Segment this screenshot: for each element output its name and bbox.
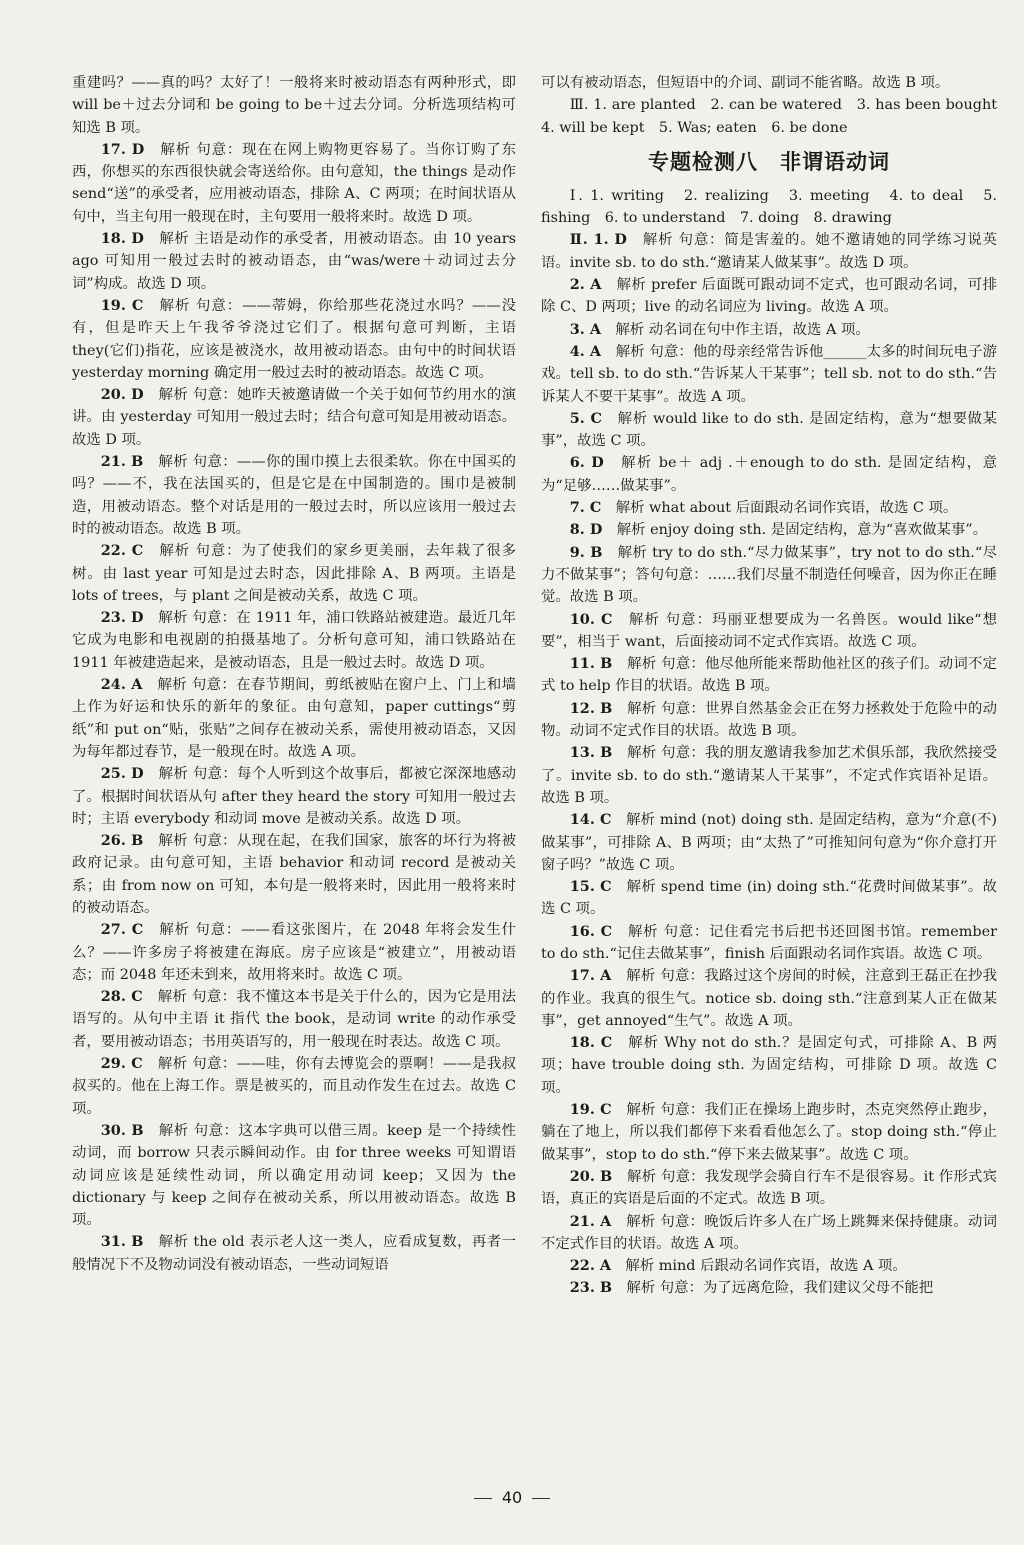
right-bottom-paragraph <box>541 609 997 654</box>
paragraph-text: 解析 would like to do sth. 是固定结构，意为“想要做某事”，故选 C 项。 <box>541 410 997 450</box>
right-column-top <box>541 72 1012 139</box>
right-bottom-paragraph <box>541 965 997 1032</box>
answer-number: 17. A <box>569 967 612 985</box>
right-bottom-paragraph <box>541 1099 997 1166</box>
answer-number: 23. D <box>100 609 144 627</box>
answer-number: 21. A <box>569 1212 612 1230</box>
right-bottom-paragraph <box>541 809 997 876</box>
right-bottom-paragraph <box>541 452 997 497</box>
paragraph-text: 解析 句意：记住看完书后把书还回图书馆。remember to do sth.“记住去做某事”，finish 后面跟动名词作宾语。故选 C 项。 <box>541 923 997 962</box>
left-paragraph <box>72 1053 516 1120</box>
left-paragraph <box>72 919 516 986</box>
right-bottom-paragraph <box>541 408 997 453</box>
paragraph-text: 可以有被动语态，但短语中的介词、副词不能省略。故选 B 项。 <box>541 75 950 91</box>
left-paragraph <box>72 607 516 674</box>
paragraph-text: 解析 句意：我的朋友邀请我参加艺术俱乐部，我欣然接受了。invite sb. to do sth.“邀请某人干某事”，不定式作宾语补足语。故选 B 项。 <box>541 745 997 806</box>
answer-number: 7. C <box>569 499 602 517</box>
left-paragraph <box>72 451 516 540</box>
paragraph-text: 解析 spend time (in) doing sth.“花费时间做某事”。故选 C 项。 <box>541 879 997 918</box>
answer-number: 18. C <box>569 1034 613 1052</box>
paragraph-text: 解析 句意：为了使我们的家乡更美丽，去年栽了很多树。由 last year 可知是过去时态，因此排除 A、B 两项。主语是 lots of trees，与 plant 之间是被动关系，故选 C 项。 <box>72 543 516 604</box>
left-paragraph <box>72 674 516 763</box>
answer-number: 6. D <box>569 454 604 472</box>
paragraph-text: 解析 句意：这本字典可以借三周。keep 是一个持续性动词，而 borrow 只表示瞬间动作。由 for three weeks 可知谓语动词应该是延续性动词，所以确定用动词 keep；又因为 the dictionary 与 keep 之间存在被动关系，所以用被动语态。故选 B 项。 <box>72 1122 516 1229</box>
answer-number: 21. B <box>100 453 144 471</box>
left-paragraph <box>72 384 516 451</box>
answer-number: 5. C <box>569 409 602 427</box>
right-bottom-paragraph <box>541 319 997 341</box>
left-paragraph <box>72 139 516 228</box>
paragraph-text: 重建吗？——真的吗？太好了！一般将来时被动语态有两种形式，即 will be＋过去分词和 be going to be＋过去分词。分析选项结构可知选 B 项。 <box>72 75 516 136</box>
answer-number: 15. C <box>569 878 612 896</box>
paragraph-text: 解析 句意：——看这张图片，在 2048 年将会发生什么？——许多房子将被建在海底。房子应该是“被建立”，用被动语态；而 2048 年还未到来，故用将来时。故选 C 项。 <box>72 922 516 983</box>
dash-left <box>474 1498 492 1499</box>
right-bottom-paragraph <box>541 1166 997 1211</box>
paragraph-text: 解析 mind (not) doing sth. 是固定结构，意为“介意(不)做某事”，可排除 A、B 两项；由“太热了”可推知问句意为“你介意打开窗子吗？”故选 C 项。 <box>541 812 997 873</box>
answer-number: Ⅱ. 1. D <box>569 231 627 249</box>
right-bottom-paragraph <box>541 698 997 743</box>
paragraph-text: 解析 句意：玛丽亚想要成为一名兽医。would like“想要”，相当于 want，后面接动词不定式作宾语。故选 C 项。 <box>541 611 998 650</box>
paragraph-text: 解析 句意：——哇，你有去博览会的票啊！——是我叔叔买的。他在上海工作。票是被买的，而且动作发生在过去。故选 C 项。 <box>72 1056 516 1117</box>
answer-number: 19. C <box>569 1101 612 1119</box>
answer-number: 22. A <box>569 1257 612 1275</box>
left-paragraph <box>72 830 516 919</box>
paragraph-text: 解析 主语是动作的承受者，用被动语态。由 10 years ago 可知用一般过去时的被动语态，由“was/were＋动词过去分词”构成。故选 D 项。 <box>72 231 516 292</box>
paragraph-text: 解析 句意：现在在网上购物更容易了。当你订购了东西，你想买的东西很快就会寄送给你。由句意知，the things 是动作 send“送”的承受者，应用被动语态，排除 A、C 两项；在时间状语从句中，当主句用一般现在时，主句要用一般将来时。故选 D 项。 <box>72 141 516 225</box>
right-bottom-paragraph <box>541 274 997 319</box>
answer-number: 12. B <box>569 699 613 717</box>
answer-number: 31. B <box>100 1233 144 1251</box>
paragraph-text: 解析 句意：我们正在操场上跑步时，杰克突然停止跑步，躺在了地上，所以我们都停下来看看他怎么了。stop doing sth.“停止做某事”，stop to do sth.“停下来去做某事”。故选 C 项。 <box>541 1102 997 1163</box>
answer-number: 26. B <box>100 832 144 850</box>
paragraph-text: 解析 Why not do sth.？是固定句式，可排除 A、B 两项；have trouble doing sth. 为固定结构，可排除 D 项。故选 C 项。 <box>541 1035 997 1096</box>
left-paragraph <box>72 986 516 1053</box>
right-top-paragraph <box>541 94 1012 139</box>
paragraph-text: 解析 句意：晚饭后许多人在广场上跳舞来保持健康。动词不定式作目的状语。故选 A 项。 <box>541 1213 998 1252</box>
paragraph-text: 解析 句意：——你的围巾摸上去很柔软。你在中国买的吗？——不，我在法国买的，但是它是在中国制造的。围巾是被制造，用被动语态。整个对话是用的一般过去时，所以应该用一般过去时的被动语态。故选 B 项。 <box>72 454 516 537</box>
paragraph-text: 解析 句意：在 1911 年，浦口铁路站被建造。最近几年它成为电影和电视剧的拍摄基地了。分析句意可知，浦口铁路站在 1911 年被建造起来，是被动语态，且是一般过去时。故选 D 项。 <box>72 610 516 671</box>
answer-number: 9. B <box>569 543 603 561</box>
answer-number: 16. C <box>569 922 613 940</box>
answer-number: 20. D <box>100 386 144 404</box>
paragraph-text: 解析 句意：他的母亲经常告诉他______太多的时间玩电子游戏。tell sb. to do sth.“告诉某人干某事”；tell sb. not to do sth.“告诉某人不要干某事”。故选 A 项。 <box>541 343 997 405</box>
answer-number: 14. C <box>569 811 612 829</box>
left-paragraph <box>72 295 516 384</box>
answer-number: 22. C <box>100 542 144 560</box>
page-number <box>0 1488 1024 1507</box>
right-bottom-paragraph <box>541 653 997 698</box>
answer-number: 17. D <box>100 140 145 158</box>
answer-number: 23. B <box>569 1279 613 1297</box>
paragraph-text: 解析 句意：她昨天被邀请做一个关于如何节约用水的演讲。由 yesterday 可知用一般过去时；结合句意可知是用被动语态。故选 D 项。 <box>72 387 516 448</box>
left-paragraph <box>72 1231 516 1276</box>
answer-number: 24. A <box>100 676 143 694</box>
paragraph-text: 解析 句意：世界自然基金会正在努力拯救处于危险中的动物。动词不定式作目的状语。故选 B 项。 <box>541 700 997 740</box>
left-paragraph <box>72 540 516 607</box>
left-paragraph <box>72 72 516 139</box>
answer-number: 10. C <box>569 610 613 628</box>
answer-number: 27. C <box>100 921 144 939</box>
right-bottom-paragraph <box>541 1211 997 1256</box>
right-bottom-paragraph <box>541 341 997 408</box>
right-top-paragraph <box>541 72 997 94</box>
paragraph-text: 解析 句意：为了远离危险，我们建议父母不能把 <box>626 1280 934 1297</box>
answer-number: 18. D <box>100 230 144 248</box>
page-number-value: 40 <box>501 1488 523 1507</box>
paragraph-text: 解析 句意：从现在起，在我们国家，旅客的坏行为将被政府记录。由句意可知，主语 behavior 和动词 record 是被动关系；由 from now on 可知，本句是一般将来时，因此用一般将来时的被动语态。 <box>72 833 516 916</box>
left-column <box>72 72 516 1276</box>
paragraph-text: 解析 句意：我发现学会骑自行车不是很容易。it 作形式宾语，真正的宾语是后面的不定式。故选 B 项。 <box>541 1168 997 1208</box>
paragraph-text: 解析 句意：——蒂姆，你给那些花浇过水吗？——没有，但是昨天上午我爷爷浇过它们了。根据句意可判断，主语 they(它们)指花，应该是被浇水，故用被动语态。由句中的时间状语 yesterday morning 确定用一般过去时的被动语态。故选 C 项。 <box>72 297 516 381</box>
right-bottom-paragraph <box>541 229 997 274</box>
left-paragraph <box>72 228 516 295</box>
right-bottom-paragraph <box>541 921 997 966</box>
paragraph-text: 解析 动名词在句中作主语，故选 A 项。 <box>615 321 870 338</box>
paragraph-text: 解析 what about 后面跟动名词作宾语，故选 C 项。 <box>615 500 958 517</box>
paragraph-text: 解析 enjoy doing sth. 是固定结构，意为“喜欢做某事”。 <box>616 522 987 539</box>
right-bottom-paragraph <box>541 185 997 230</box>
paragraph-text: 解析 句意：我路过这个房间的时候，注意到王磊正在抄我的作业。我真的很生气。notice sb. doing sth.“注意到某人正在做某事”，get annoyed“生气”。故选 A 项。 <box>541 968 998 1029</box>
paragraph-text: 解析 句意：在春节期间，剪纸被贴在窗户上、门上和墙上作为好运和快乐的新年的象征。由句意知，paper cuttings“剪纸”和 put on“贴，张贴”之间存在被动关系，需使用被动语态，又因为每年都过春节，是一般现在时。故选 A 项。 <box>72 677 516 760</box>
answer-number: 8. D <box>569 521 603 539</box>
paragraph-text: 解析 mind 后跟动名词作宾语，故选 A 项。 <box>625 1258 907 1275</box>
paragraph-text: 解析 try to do sth.“尽力做某事”，try not to do sth.“尽力不做某事”；答句句意：……我们尽量不制造任何噪音，因为你正在睡觉。故选 B 项。 <box>541 544 997 606</box>
answer-number: 25. D <box>100 765 144 783</box>
paragraph-text: 解析 句意：简是害羞的。她不邀请她的同学练习说英语。invite sb. to do sth.“邀请某人做某事”。故选 D 项。 <box>541 232 997 271</box>
right-column-bottom <box>541 185 997 1300</box>
answer-number: 28. C <box>100 988 143 1006</box>
paragraph-text: 解析 be＋ adj .＋enough to do sth. 是固定结构，意为“足够……做某事”。 <box>541 455 997 494</box>
paragraph-text: 解析 句意：每个人听到这个故事后，都被它深深地感动了。根据时间状语从句 after they heard the story 可知用一般过去时；主语 everybody 和动词 move 是被动关系。故选 D 项。 <box>72 766 516 827</box>
right-bottom-paragraph <box>541 1255 997 1277</box>
right-bottom-paragraph <box>541 1277 997 1299</box>
right-bottom-paragraph <box>541 876 997 921</box>
paragraph-text: Ⅲ. 1. are planted 2. can be watered 3. has been bought 4. will be kept 5. Was; eaten 6. be done <box>541 97 1012 136</box>
section-title: 专题检测八 非谓语动词 <box>648 149 890 174</box>
answer-number: 3. A <box>569 320 601 338</box>
answer-number: 2. A <box>569 276 602 294</box>
answer-number: 13. B <box>569 744 613 762</box>
answer-number: 20. B <box>569 1167 613 1185</box>
paragraph-text: 解析 prefer 后面既可跟动词不定式，也可跟动名词，可排除 C、D 两项；live 的动名词应为 living。故选 A 项。 <box>541 277 997 316</box>
answer-number: 11. B <box>569 655 613 673</box>
right-bottom-paragraph <box>541 742 997 809</box>
right-bottom-paragraph <box>541 519 997 541</box>
left-paragraph <box>72 763 516 830</box>
answer-number: 29. C <box>100 1055 143 1073</box>
paragraph-text: 解析 the old 表示老人这一类人，应看成复数，再者一般情况下不及物动词没有被动语态，一些动词短语 <box>72 1234 516 1273</box>
paragraph-text: Ⅰ. 1. writing 2. realizing 3. meeting 4. to deal 5. fishing 6. to understand 7. doing 8. drawing <box>541 187 997 227</box>
right-bottom-paragraph <box>541 542 997 609</box>
dash-right <box>532 1498 550 1499</box>
paragraph-text: 解析 句意：他尽他所能来帮助他社区的孩子们。动词不定式 to help 作目的状语。故选 B 项。 <box>541 656 997 695</box>
answer-number: 30. B <box>100 1121 144 1139</box>
right-bottom-paragraph <box>541 497 997 519</box>
right-bottom-paragraph <box>541 1032 997 1099</box>
left-paragraph <box>72 1120 516 1231</box>
right-column <box>541 72 1012 1300</box>
paragraph-text: 解析 句意：我不懂这本书是关于什么的，因为它是用法语写的。从句中主语 it 指代 the book，是动词 write 的动作承受者，要用被动语态；书用英语写的，用一般现在时表达。故选 C 项。 <box>72 989 517 1050</box>
answer-number: 19. C <box>100 296 144 314</box>
answer-number: 4. A <box>569 342 602 360</box>
